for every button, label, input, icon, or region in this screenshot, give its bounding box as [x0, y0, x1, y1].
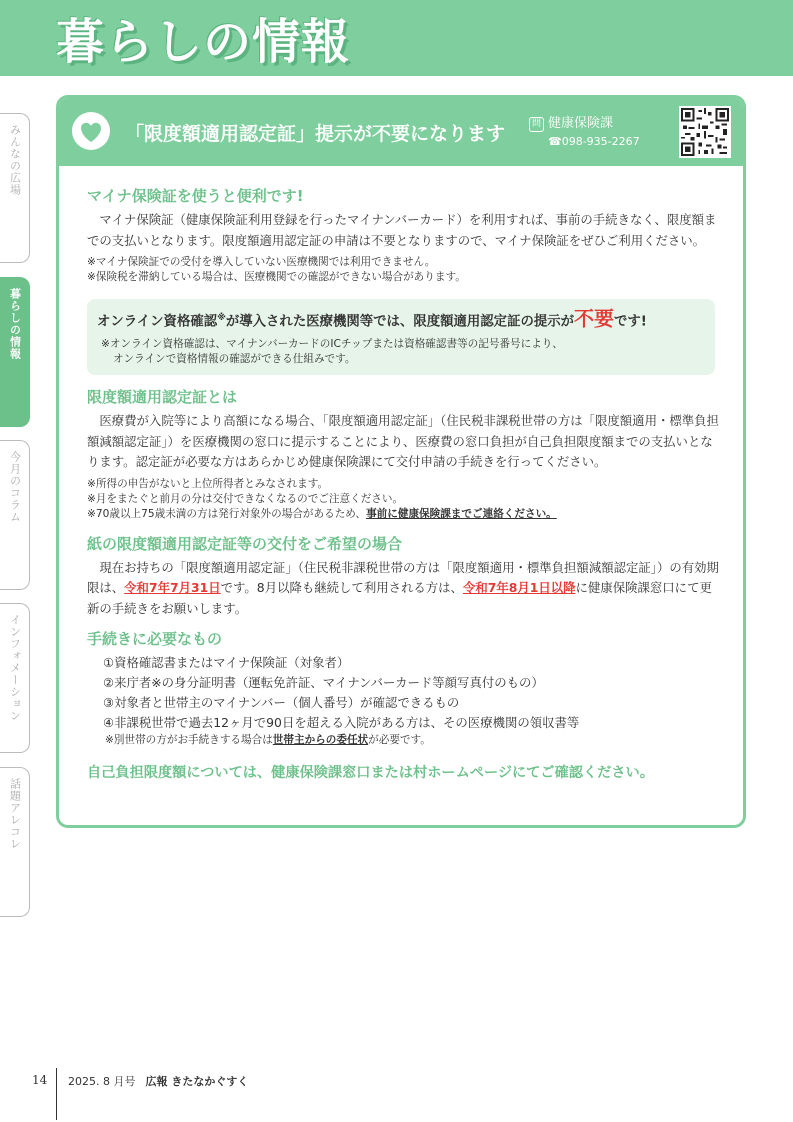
page-number: 14 [32, 1073, 48, 1087]
heart-icon [69, 111, 113, 151]
online-confirmation-title [97, 307, 705, 333]
required-items-list [87, 653, 723, 748]
contact-phone[interactable]: ☎098-935-2267 [548, 135, 640, 148]
online-confirmation-box [87, 299, 715, 375]
side-tab-label: 今月のコラム [8, 451, 22, 523]
note-gendogaku-1: ※所得の申告がないと上位所得者とみなされます。 [87, 477, 329, 490]
paragraph-mynahokensho: マイナ保険証（健康保険証利用登録を行ったマイナンバーカード）を利用すれば、事前の手続きなく、限度額までの支払いとなります。限度額適用認定証の申請は不要となりますので、マイナ保険証をぜひご利用ください。 [87, 212, 717, 248]
list-item: ④非課税世帯で過去12ヶ月で90日を超える入院がある方は、その医療機関の領収書等 [103, 715, 580, 731]
online-title-sup: ※ [217, 313, 226, 323]
side-tab-information[interactable] [0, 603, 30, 753]
paragraph-text: に健康保険課窓口にて更新の手続きをお願いします。 [87, 580, 712, 616]
list-item: ③対象者と世帯主のマイナンバー（個人番号）が確認できるもの [103, 695, 460, 711]
side-tab-label: インフォメーション [8, 614, 22, 722]
note-mynahokensho-1: ※マイナ保険証での受付を導入していない医療機関では利用できません。 [87, 256, 436, 268]
paragraph-text: です。8月以降も継続して利用される方は、 [220, 580, 463, 596]
paragraph-text: 現在お持ちの「限度額適用認定証」（住民税非課税世帯の方は「限度額適用・標準負担額減額認定証」）の有効期限は、 [87, 559, 719, 596]
note-inin [103, 733, 723, 748]
online-title-part: です! [614, 314, 647, 330]
heading-gendogaku: 限度額適用認定証とは [87, 388, 238, 407]
note-text: ※別世帯の方がお手続きする場合は [105, 734, 273, 747]
footer-divider [56, 1068, 57, 1120]
closing-message: 自己負担限度額については、健康保険課窓口または村ホームページにてご確認ください。 [87, 765, 654, 782]
expiry-date: 令和7年7月31日 [124, 580, 221, 596]
list-item: ②来庁者※の身分証明書（運転免許証、マイナンバーカード等顔写真付のもの） [103, 675, 544, 691]
online-note-line: オンラインで資格情報の確認ができる仕組みです。 [113, 353, 356, 366]
heading-tetsuzuki: 手続きに必要なもの [87, 630, 223, 649]
side-tab-wadai-arekore[interactable] [0, 767, 30, 917]
renewal-date: 令和7年8月1日以降 [462, 580, 576, 596]
footer-info [68, 1073, 248, 1089]
office-icon: 問 [529, 117, 544, 132]
issue-label: 2025. 8 月号 [68, 1075, 136, 1088]
note-emphasis: 世帯主からの委任状 [272, 734, 369, 747]
emphasis-fuyou: 不要 [574, 306, 615, 331]
side-tab-label: 暮らしの情報 [8, 288, 22, 360]
side-tab-minna-no-hiroba[interactable] [0, 113, 30, 263]
note-gendogaku-2: ※月をまたぐと前月の分は交付できなくなるのでご注意ください。 [87, 492, 404, 505]
heading-kami-ninteisho: 紙の限度額適用認定証等の交付をご希望の場合 [87, 534, 403, 553]
side-tab-label: みんなの広場 [8, 124, 22, 196]
card-title: 「限度額適用認定証」提示が不要になります [125, 123, 506, 145]
online-note-line: ※オンライン資格確認は、マイナンバーカードのICチップまたは資格確認書等の記号番号により、 [101, 338, 563, 351]
contact-info [529, 115, 640, 151]
note-text: が必要です。 [368, 734, 431, 747]
online-confirmation-note [97, 337, 705, 367]
side-tab-kongetsu-no-column[interactable] [0, 440, 30, 590]
side-tab-kurashi-no-joho[interactable] [0, 277, 30, 427]
online-title-part: オンライン資格確認 [97, 314, 218, 330]
article-card [56, 95, 746, 828]
note-emphasis: 事前に健康保険課までご連絡ください。 [366, 507, 557, 520]
side-tab-label: 話題アレコレ [8, 778, 22, 850]
paragraph-gendogaku: 医療費が入院等により高額になる場合、「限度額適用認定証」（住民税非課税世帯の方は「限度額適用・標準負担額減額認定証」）を医療機関の窓口に提示することにより、医療費の窓口負担が自己負担限度額までの支払いとなります。認定証が必要な方はあらかじめ健康保険課にて交付申請の手続きを行ってください。 [87, 413, 719, 470]
article-content [87, 186, 723, 782]
magazine-name: 広報 きたなかぐすく [145, 1075, 249, 1088]
card-header [59, 98, 743, 166]
online-title-part: が導入された医療機関等では、限度額適用認定証の提示が [225, 314, 575, 330]
contact-dept: 健康保険課 [548, 116, 614, 131]
note-gendogaku-3 [87, 507, 723, 522]
heading-mynahokensho: マイナ保険証を使うと便利です! [87, 187, 304, 205]
section-title: 暮らしの情報 [56, 14, 351, 70]
paragraph-kami-ninteisho [87, 558, 723, 620]
note-text: ※70歳以上75歳未満の方は発行対象外の場合があるため、 [87, 507, 367, 520]
note-mynahokensho-2: ※保険税を滞納している場合は、医療機関での確認ができない場合があります。 [87, 271, 466, 283]
qr-code-icon[interactable] [679, 106, 731, 158]
list-item: ①資格確認書またはマイナ保険証（対象者） [103, 655, 350, 671]
